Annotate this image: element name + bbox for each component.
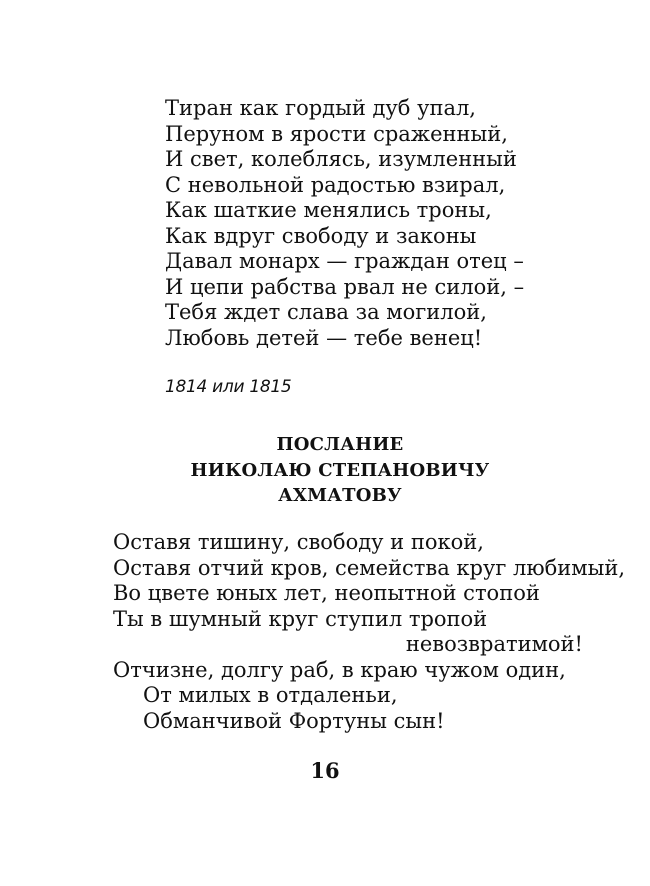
poem-line-continuation: невозвратимой! — [405, 632, 583, 656]
poem-date: 1814 или 1815 — [165, 377, 292, 397]
poem-line: Как вдруг свободу и законы — [165, 223, 477, 248]
poem-line: Во цвете юных лет, неопытной стопой — [113, 581, 540, 605]
poem-line: Обманчивой Фортуны сын! — [143, 708, 445, 733]
title-line: НИКОЛАЮ СТЕПАНОВИЧУ — [190, 459, 490, 481]
poem-line: Оставя отчий кров, семейства круг любимый, — [113, 555, 625, 580]
poem-line: Отчизне, долгу раб, в краю чужом один, — [113, 657, 566, 682]
poem-line: Оставя тишину, свободу и покой, — [113, 530, 484, 554]
poem-stanza — [165, 96, 605, 351]
poem-line: Как шаткие менялись троны, — [165, 198, 492, 222]
poem-line: Давал монарх — граждан отец – — [165, 249, 524, 273]
poem-line: И цепи рабства рвал не силой, – — [165, 274, 525, 299]
poem-stanza — [113, 530, 625, 734]
poem-line: От милых в отдаленьи, — [143, 683, 398, 707]
title-line: АХМАТОВУ — [278, 485, 402, 506]
poem-line: Перуном в ярости сраженный, — [165, 121, 508, 146]
poem-line: Любовь детей — тебе венец! — [165, 325, 483, 350]
poem-title — [0, 432, 650, 509]
poem-line: И свет, колеблясь, изумленный — [165, 147, 517, 171]
poem-line: Ты в шумный круг ступил тропой — [113, 606, 488, 631]
page-number: 16 — [310, 758, 340, 783]
poem-line: Тиран как гордый дуб упал, — [165, 96, 476, 120]
poem-line: С невольной радостью взирал, — [165, 172, 506, 197]
poem-line: Тебя ждет слава за могилой, — [165, 300, 487, 324]
title-line: ПОСЛАНИЕ — [276, 434, 404, 455]
